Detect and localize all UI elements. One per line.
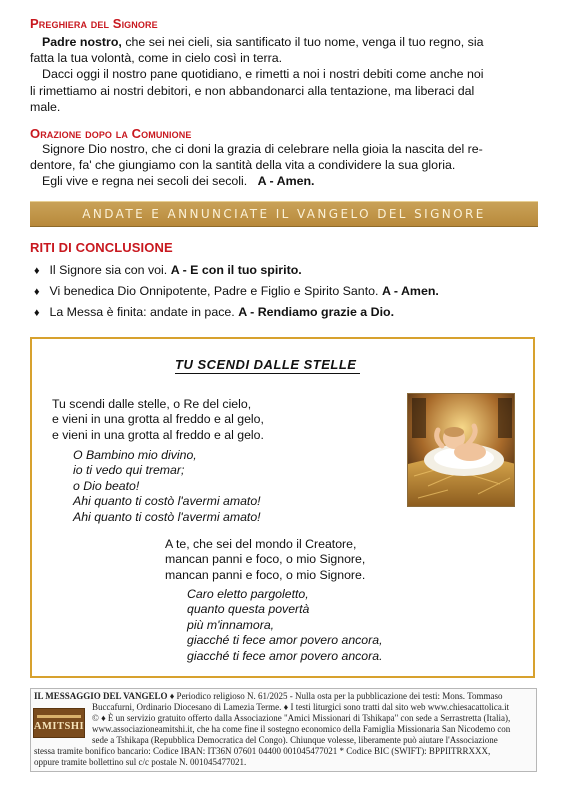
verse-line: Tu scendi dalle stelle, o Re del cielo, [52, 397, 252, 411]
riti-item-2 [34, 281, 534, 302]
preghiera-text [30, 34, 538, 115]
preghiera-line-2: fatta la tua volontà, come in cielo così in terra. [30, 51, 283, 66]
orazione-response: A - Amen. [257, 174, 315, 189]
diamond-bullet-icon: ♦ [34, 307, 40, 319]
footer-masthead: IL MESSAGGIO DEL VANGELO [34, 691, 168, 701]
verse-line: o Dio beato! [73, 478, 140, 493]
footer-line-2: Buccafurni, Ordinario Diocesano di Lamezia Terme. ♦ I testi liturgici sono tratti dal sito web www.chiesacattolica.it [92, 702, 510, 712]
preghiera-line-1 [30, 34, 538, 50]
preghiera-line-4: li rimettiamo ai nostri debitori, e non abbandonarci alla tentazione, ma liberaci dal [30, 83, 475, 98]
verse-line: e vieni in una grotta al freddo e al gelo. [52, 427, 264, 442]
verse-line: e vieni in una grotta al freddo e al gelo, [52, 412, 264, 427]
verse-line: mancan panni e foco, o mio Signore, [165, 552, 366, 567]
logo-decoration [37, 715, 81, 718]
verse-line: Ahi quanto ti costò l'avermi amato! [73, 509, 261, 524]
orazione-line-1: Signore Dio nostro, che ci doni la grazia di celebrare nella gioia la nascita del re- [42, 142, 483, 156]
diamond-bullet-icon: ♦ [34, 265, 40, 277]
verse-line: O Bambino mio divino, [73, 448, 197, 462]
riti-item-text: La Messa è finita: andate in pace. [49, 305, 235, 319]
footer-line-3: © ♦ È un servizio gratuito offerto dalla Associazione "Amici Missionari di Tshikapa" con sede a Serrastretta (Italia), [92, 713, 511, 723]
riti-item-3 [34, 302, 534, 323]
footer-line-7: oppure tramite bollettino sul c/c postale N. 001045477021. [34, 757, 247, 767]
padre-nostro-bold: Padre nostro, [42, 35, 122, 49]
diamond-bullet-icon: ♦ [34, 286, 40, 298]
footer-line-1-text: ♦ Periodico religioso N. 61/2025 - Nulla osta per la pubblicazione dei testi: Mons. Tommaso [167, 691, 503, 701]
riti-item-text: Vi benedica Dio Onnipotente, Padre e Figlio e Spirito Santo. [49, 284, 379, 298]
verse-line: A te, che sei del mondo il Creatore, [165, 537, 357, 551]
song-stanza-1 [52, 397, 264, 443]
song-title: TU SCENDI DALLE STELLE [175, 357, 360, 374]
preghiera-line-5: male. [30, 99, 61, 114]
verse-line: giacché ti fece amor povero ancora, [187, 633, 383, 648]
verse-line: io ti vedo qui tremar; [73, 463, 185, 478]
riti-item-1 [34, 260, 534, 281]
preghiera-line-1-text: che sei nei cieli, sia santificato il tuo nome, venga il tuo regno, sia [121, 35, 484, 49]
infant-jesus-manger-illustration [408, 394, 515, 507]
verse-line: quanto questa povertà [187, 602, 310, 617]
verse-line: Ahi quanto ti costò l'avermi amato! [73, 494, 261, 509]
orazione-title: Orazione dopo la Comunione [30, 126, 192, 141]
verse-line: più m'innamora, [187, 617, 275, 632]
orazione-line-3 [30, 173, 538, 189]
orazione-line-2: dentore, fa' che giungiamo con la santità della vita a condividere la sua gloria. [30, 158, 456, 173]
riti-item-response: A - Rendiamo grazie a Dio. [238, 305, 395, 319]
song-refrain-2 [187, 587, 383, 664]
orazione-text [30, 141, 538, 190]
verse-line: mancan panni e foco, o mio Signore. [165, 567, 366, 582]
nativity-image [407, 393, 515, 507]
verse-line: giacché ti fece amor povero ancora. [187, 648, 383, 663]
riti-item-response: A - E con il tuo spirito. [170, 263, 302, 277]
footer-line-6: stessa tramite bonifico bancario: Codice IBAN: IT36N 07601 04400 001045477021 * Codice BIC (SWIFT): BPPIITRRXXX, [34, 746, 491, 756]
riti-title: RITI DI CONCLUSIONE [30, 240, 173, 255]
footer-line-1 [34, 691, 502, 702]
riti-item-response: A - Amen. [381, 284, 439, 298]
verse-line: Caro eletto pargoletto, [187, 587, 309, 601]
andate-banner [30, 201, 538, 227]
banner-text: ANDATE E ANNUNCIATE IL VANGELO DEL SIGNORE [82, 207, 486, 221]
logo-text: AMITSHI [33, 720, 85, 732]
song-refrain-1 [73, 448, 261, 525]
footer-line-4: www.associazioneamitshi.it, che ha come fine il sostegno economico della Famiglia Missionaria San Nicodemo con [92, 724, 511, 734]
preghiera-title: Preghiera del Signore [30, 16, 158, 31]
orazione-line-3-text: Egli vive e regna nei secoli dei secoli. [42, 174, 248, 189]
footer-line-5: sede a Tshikapa (Repubblica Democratica del Congo). Chiunque volesse, liberamente può aiutare l'Associazione [92, 735, 498, 745]
riti-item-text: Il Signore sia con voi. [49, 263, 168, 277]
riti-list [34, 260, 534, 323]
song-stanza-2 [165, 537, 365, 583]
amitshi-logo [33, 708, 85, 738]
preghiera-line-3: Dacci oggi il nostro pane quotidiano, e rimetti a noi i nostri debiti come anche noi [42, 67, 484, 82]
